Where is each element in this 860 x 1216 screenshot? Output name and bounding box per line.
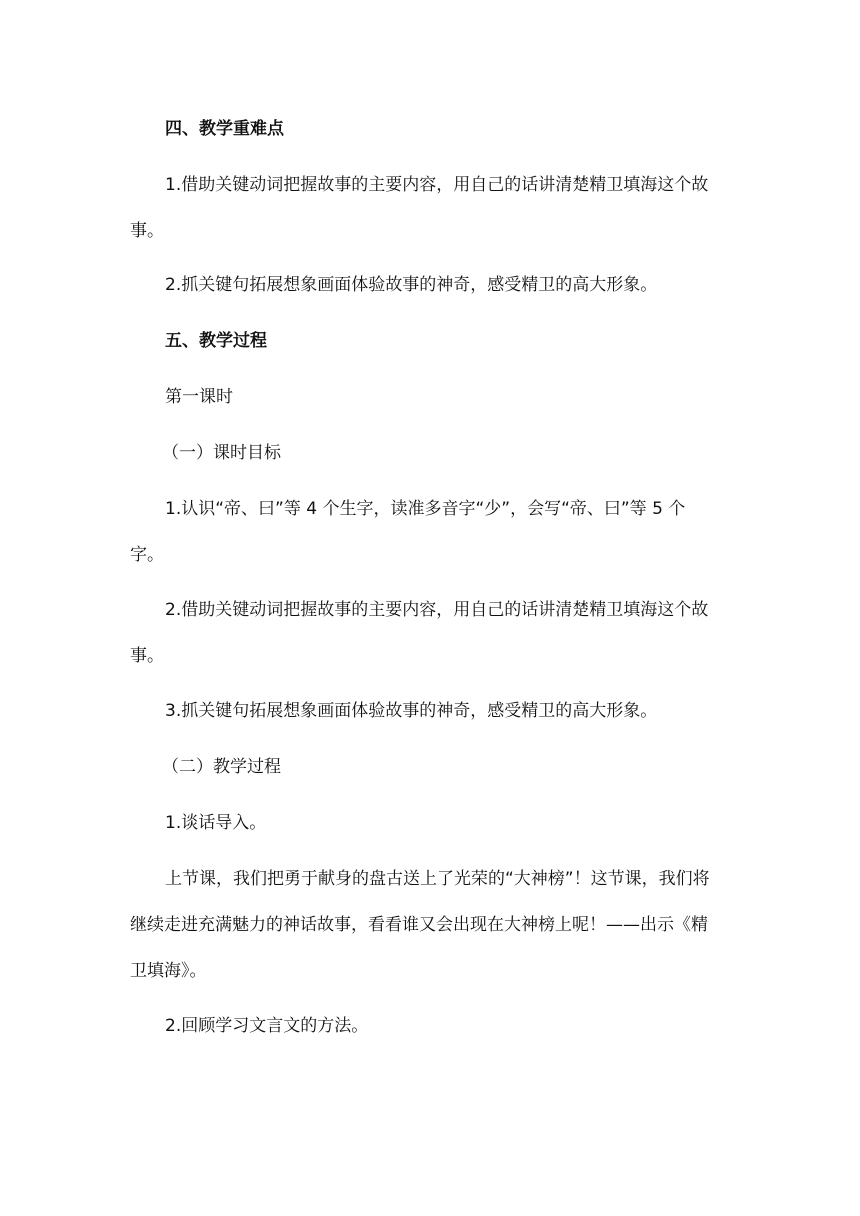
subheading-process: （二）教学过程 bbox=[162, 757, 281, 777]
intro-paragraph-line-2: 继续走进充满魅力的神话故事，看看谁又会出现在大神榜上呢！——出示《精 bbox=[130, 915, 708, 935]
goal-item-1: 1.认识“帝、曰”等 4 个生字，读准多音字“少”，会写“帝、曰”等 5 个 bbox=[165, 499, 686, 519]
process-step-1: 1.谈话导入。 bbox=[165, 813, 267, 833]
subheading-goals: （一）课时目标 bbox=[162, 443, 281, 463]
process-step-2: 2.回顾学习文言文的方法。 bbox=[165, 1016, 369, 1036]
goal-item-1-continuation: 字。 bbox=[130, 545, 164, 565]
difficulty-item-1-continuation: 事。 bbox=[130, 221, 164, 241]
goal-item-2: 2.借助关键动词把握故事的主要内容，用自己的话讲清楚精卫填海这个故 bbox=[165, 600, 709, 620]
difficulty-item-2: 2.抓关键句拓展想象画面体验故事的神奇，感受精卫的高大形象。 bbox=[165, 275, 658, 295]
section-heading-process: 五、教学过程 bbox=[165, 331, 267, 351]
intro-paragraph-line-3: 卫填海》。 bbox=[130, 961, 207, 981]
section-heading-difficulties: 四、教学重难点 bbox=[165, 119, 284, 139]
goal-item-3: 3.抓关键句拓展想象画面体验故事的神奇，感受精卫的高大形象。 bbox=[165, 701, 658, 721]
difficulty-item-1: 1.借助关键动词把握故事的主要内容，用自己的话讲清楚精卫填海这个故 bbox=[165, 175, 709, 195]
lesson-label: 第一课时 bbox=[165, 387, 233, 407]
intro-paragraph-line-1: 上节课，我们把勇于献身的盘古送上了光荣的“大神榜”！这节课，我们将 bbox=[165, 869, 710, 889]
goal-item-2-continuation: 事。 bbox=[130, 646, 164, 666]
